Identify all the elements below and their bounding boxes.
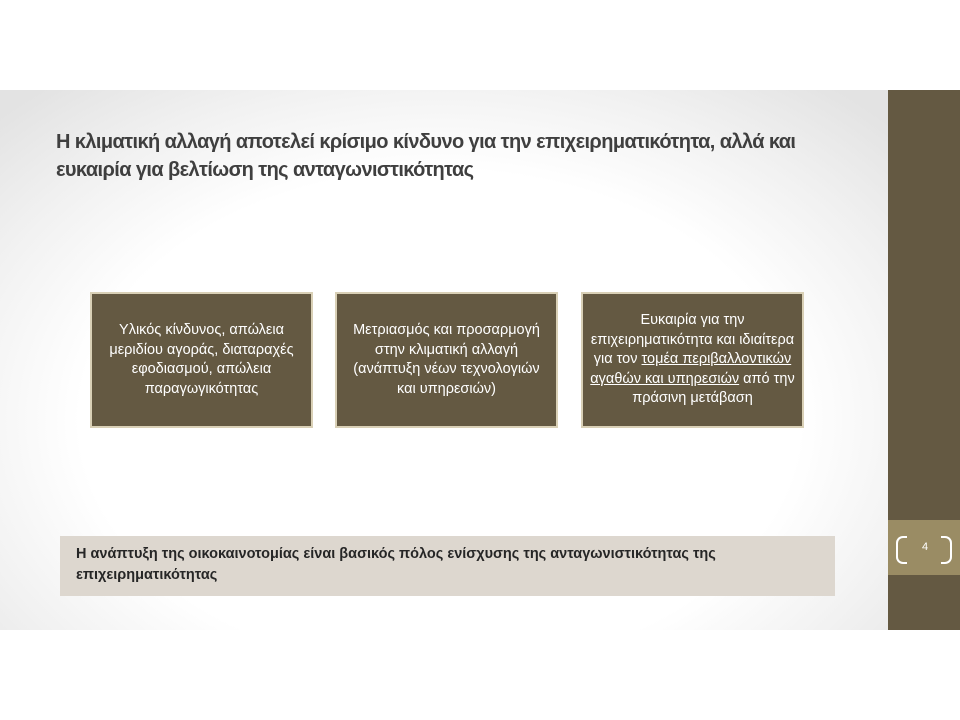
slide-title: Η κλιματική αλλαγή αποτελεί κρίσιμο κίνδυνο για την επιχειρηματικότητα, αλλά και ευκαιρία για βελτίωση της ανταγωνιστικότητας — [56, 131, 796, 181]
opportunity-text-end: από την πράσινη μετάβαση — [632, 370, 795, 407]
slide — [0, 90, 960, 630]
footer-statement: Η ανάπτυξη της οικοκαινοτομίας είναι βασικός πόλος ενίσχυσης της ανταγωνιστικότητας της επιχειρηματικότητας — [76, 546, 716, 583]
mitigation-box-text: Μετριασμός και προσαρμογή στην κλιματική αλλαγή (ανάπτυξη νέων τεχνολογιών και υπηρεσιών) — [353, 322, 540, 397]
left-bracket-icon — [896, 536, 907, 564]
risk-box — [90, 292, 313, 428]
opportunity-box — [581, 292, 804, 428]
opportunity-underlined-text: τομέα περιβαλλοντικών αγαθών και υπηρεσιών — [590, 351, 792, 387]
risk-box-text: Υλικός κίνδυνος, απώλεια μεριδίου αγοράς, διαταραχές εφοδιασμού, απώλεια παραγωγικότητας — [109, 322, 294, 397]
right-bracket-icon — [941, 536, 952, 564]
opportunity-text-start: Ευκαιρία για την επιχειρηματικότητα και ιδιαίτερα για τον — [590, 312, 795, 368]
opportunity-box-text — [589, 311, 796, 409]
page-number: 4 — [921, 541, 929, 553]
mitigation-box — [335, 292, 558, 428]
